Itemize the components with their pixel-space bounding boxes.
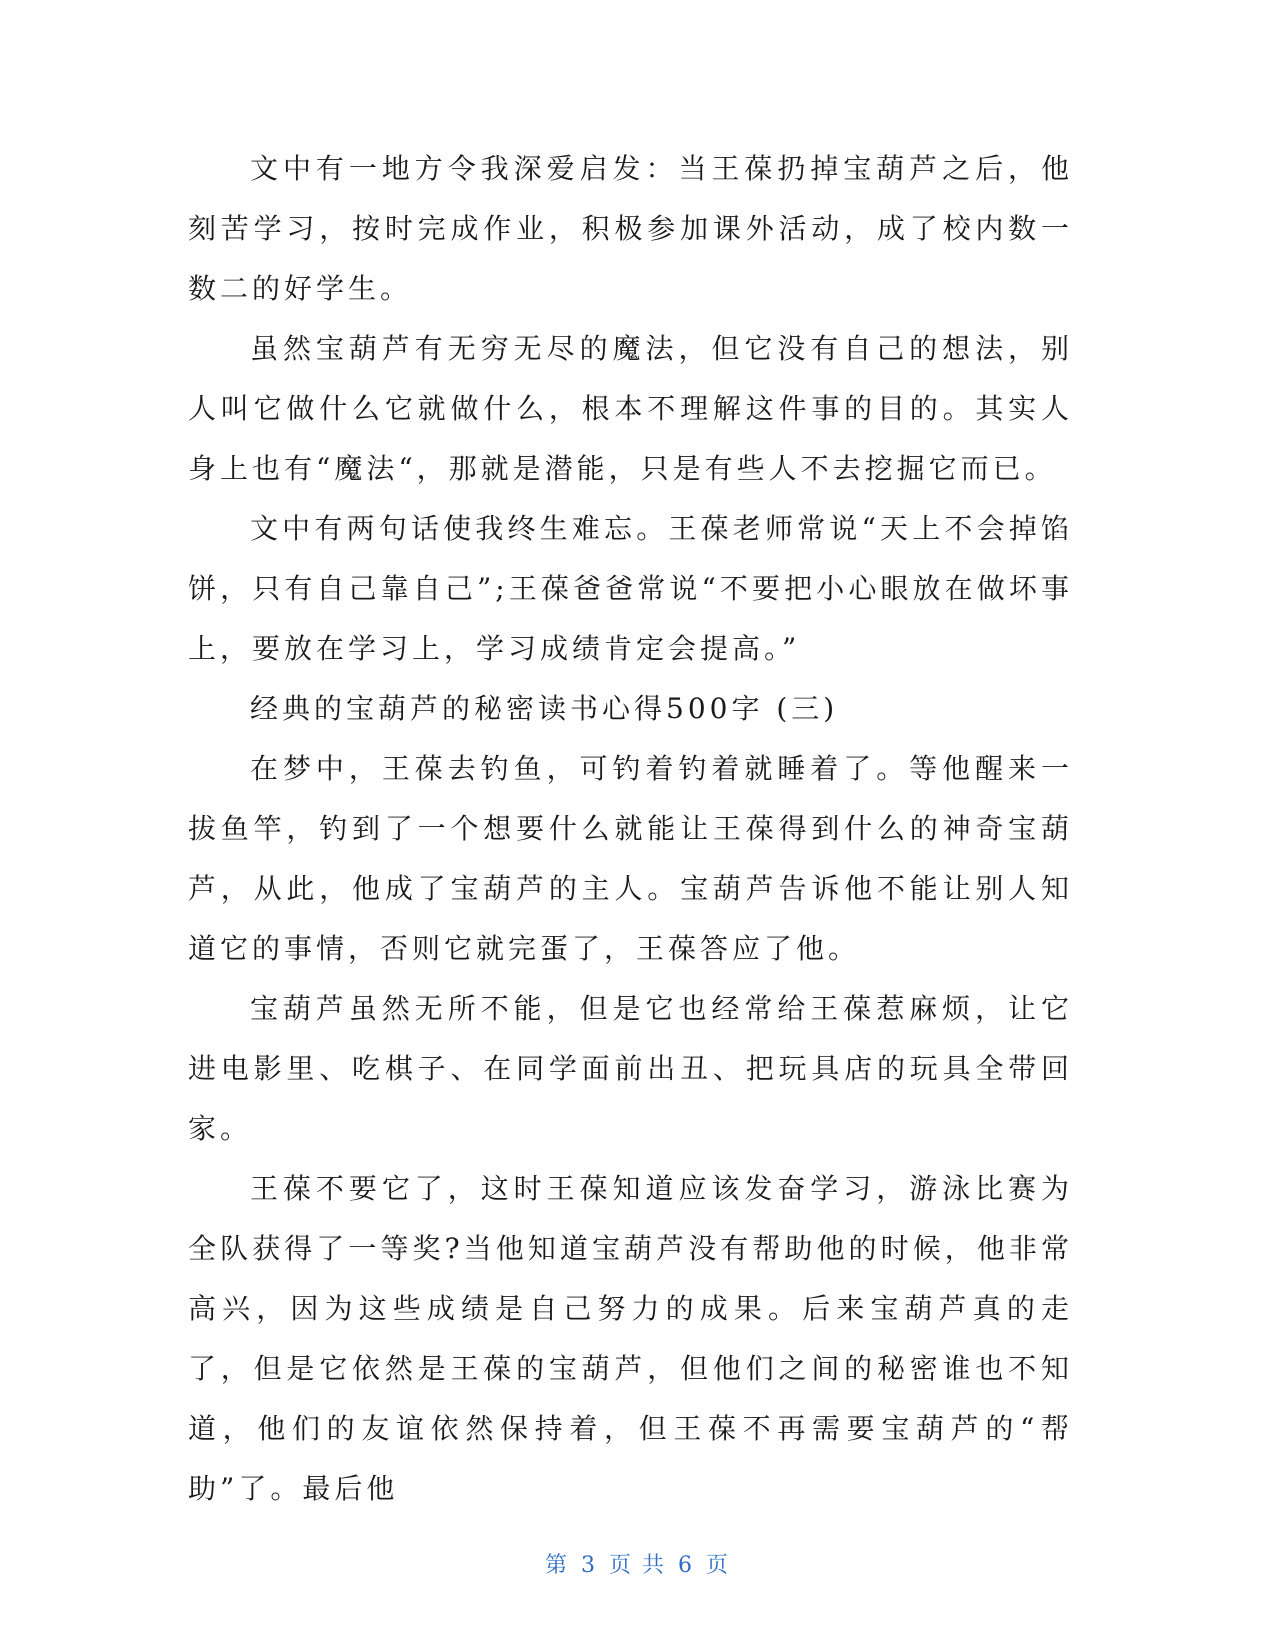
paragraph-1: 文中有一地方令我深爱启发：当王葆扔掉宝葫芦之后，他刻苦学习，按时完成作业，积极参加课外活动，成了校内数一数二的好学生。	[188, 152, 1073, 305]
footer-current-page: 3	[581, 1553, 597, 1578]
paragraph-6: 王葆不要它了，这时王葆知道应该发奋学习，游泳比赛为全队获得了一等奖?当他知道宝葫芦没有帮助他的时候，他非常高兴，因为这些成绩是自己努力的成果。后来宝葫芦真的走了，但是它依然是王葆的宝葫芦，但他们之间的秘密谁也不知道，他们的友谊依然保持着，但王葆不再需要宝葫芦的“帮助”了。最后他	[188, 1172, 1073, 1505]
paragraph-2: 虽然宝葫芦有无穷无尽的魔法，但它没有自己的想法，别人叫它做什么它就做什么，根本不理解这件事的目的。其实人身上也有“魔法“，那就是潜能，只是有些人不去挖掘它而已。	[188, 332, 1073, 485]
footer-label-of: 页 共	[609, 1553, 666, 1578]
footer-total-pages: 6	[678, 1553, 694, 1578]
section-heading: 经典的宝葫芦的秘密读书心得500字 (三)	[250, 692, 839, 725]
page-footer	[0, 1548, 1275, 1579]
footer-label-page: 第	[544, 1553, 569, 1578]
footer-label-end: 页	[706, 1553, 731, 1578]
document-body	[188, 139, 1073, 1519]
paragraph-5: 宝葫芦虽然无所不能，但是它也经常给王葆惹麻烦，让它进电影里、吃棋子、在同学面前出丑、把玩具店的玩具全带回家。	[188, 992, 1073, 1145]
paragraph-3: 文中有两句话使我终生难忘。王葆老师常说“天上不会掉馅饼，只有自己靠自己”;王葆爸爸常说“不要把小心眼放在做坏事上，要放在学习上，学习成绩肯定会提高。”	[188, 512, 1073, 665]
paragraph-4: 在梦中，王葆去钓鱼，可钓着钓着就睡着了。等他醒来一拔鱼竿，钓到了一个想要什么就能让王葆得到什么的神奇宝葫芦，从此，他成了宝葫芦的主人。宝葫芦告诉他不能让别人知道它的事情，否则它就完蛋了，王葆答应了他。	[188, 752, 1073, 965]
